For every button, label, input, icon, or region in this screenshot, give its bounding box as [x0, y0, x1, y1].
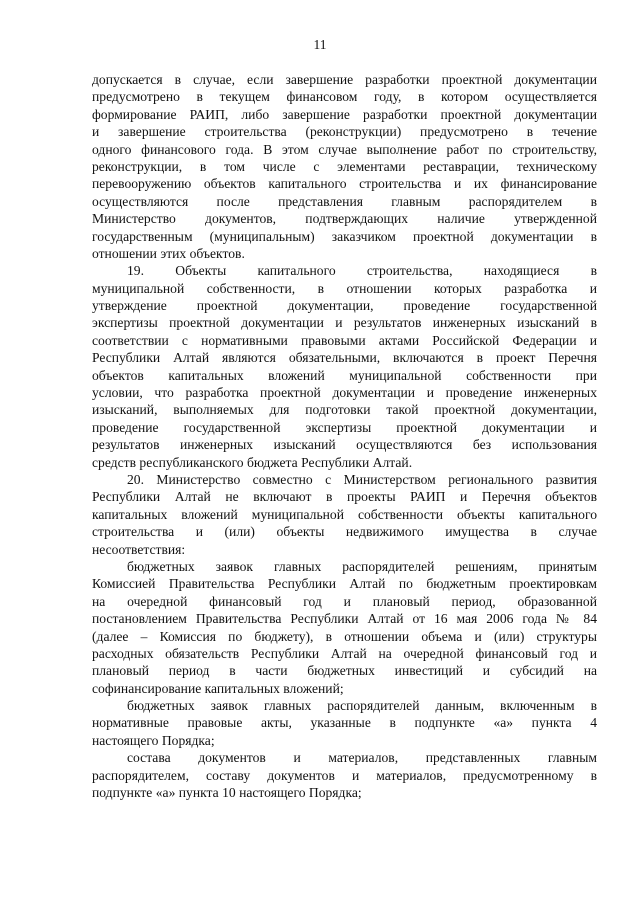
- text-line: (далее – Комиссия по бюджету), в отношении объема и (или) структуры: [92, 628, 597, 644]
- text-line: утверждение проектной документации, проведение государственной: [92, 298, 597, 314]
- text-line: предусмотрено в текущем финансовом году, в котором осуществляется: [92, 89, 597, 105]
- text-line: Республики Алтай являются обязательными, включаются в проект Перечня: [92, 350, 597, 366]
- text-line: состава документов и материалов, представленных главным: [127, 750, 597, 766]
- text-line: средств республиканского бюджета Республики Алтай.: [92, 454, 413, 470]
- text-line: Комиссией Правительства Республики Алтай по бюджетным проектировкам: [92, 576, 597, 592]
- text-line: строительства и (или) объекты недвижимого имущества в случае: [92, 524, 597, 540]
- text-line: распорядителем, составу документов и материалов, предусмотренному в: [92, 767, 597, 783]
- text-line: объектов капитальных вложений муниципальной собственности при: [92, 367, 597, 383]
- text-line: осуществляются после представления главным распорядителем в: [92, 193, 597, 209]
- text-line: проведение государственной экспертизы проектной документации и: [92, 419, 597, 435]
- text-line: Республики Алтай не включают в проекты РАИП и Перечня объектов: [92, 489, 597, 505]
- text-line: Министерство документов, подтверждающих наличие утвержденной: [92, 211, 597, 227]
- text-line: на очередной финансовый год и плановый период, образованной: [92, 593, 597, 609]
- page-number: 11: [313, 37, 327, 52]
- text-line: расходных обязательств Республики Алтай на очередной финансовый год и: [92, 645, 597, 661]
- text-line: допускается в случае, если завершение разработки проектной документации: [92, 72, 597, 87]
- text-line: плановый период в части бюджетных инвестиций и субсидий на: [92, 663, 597, 679]
- text-line: настоящего Порядка;: [92, 732, 215, 748]
- text-line: бюджетных заявок главных распорядителей данным, включенным в: [127, 698, 597, 714]
- text-line: перевооружению объектов капитального строительства и их финансирование: [92, 176, 597, 192]
- text-line: нормативные правовые акты, указанные в подпункте «а» пункта 4: [92, 715, 597, 731]
- document-body: [92, 71, 597, 801]
- text-line: 19. Объекты капитального строительства, находящиеся в: [127, 263, 597, 279]
- text-line: муниципальной собственности, в отношении которых разработка и: [92, 280, 597, 296]
- text-line: результатов инженерных изысканий осуществляются без использования: [92, 437, 597, 453]
- text-line: 20. Министерство совместно с Министерством регионального развития: [127, 471, 597, 487]
- text-line: подпункте «а» пункта 10 настоящего Порядка;: [92, 785, 362, 801]
- text-line: одного финансового года. В этом случае выполнение работ по строительству,: [92, 141, 597, 157]
- text-line: отношении этих объектов.: [92, 245, 245, 261]
- text-line: реконструкции, в том числе с элементами реставрации, техническому: [92, 158, 597, 174]
- text-line: капитальных вложений муниципальной собственности объекты капитального: [92, 506, 597, 522]
- text-line: и завершение строительства (реконструкции) предусмотрено в течение: [92, 124, 597, 140]
- text-line: софинансирование капитальных вложений;: [92, 680, 344, 696]
- text-line: постановлением Правительства Республики Алтай от 16 мая 2006 года № 84: [92, 611, 597, 627]
- text-line: государственным (муниципальным) заказчиком проектной документации в: [92, 228, 597, 244]
- text-line: экспертизы проектной документации и результатов инженерных изысканий в: [92, 315, 597, 331]
- text-line: формирование РАИП, либо завершение разработки проектной документации: [92, 106, 597, 122]
- text-line: бюджетных заявок главных распорядителей решениям, принятым: [127, 558, 597, 574]
- text-line: несоответствия:: [92, 541, 186, 557]
- text-line: изысканий, выполняемых для подготовки такой проектной документации,: [92, 402, 597, 418]
- text-line: условии, что разработка проектной документации и проведение инженерных: [92, 385, 597, 401]
- text-line: соответствии с нормативными правовыми актами Российской Федерации и: [92, 332, 597, 348]
